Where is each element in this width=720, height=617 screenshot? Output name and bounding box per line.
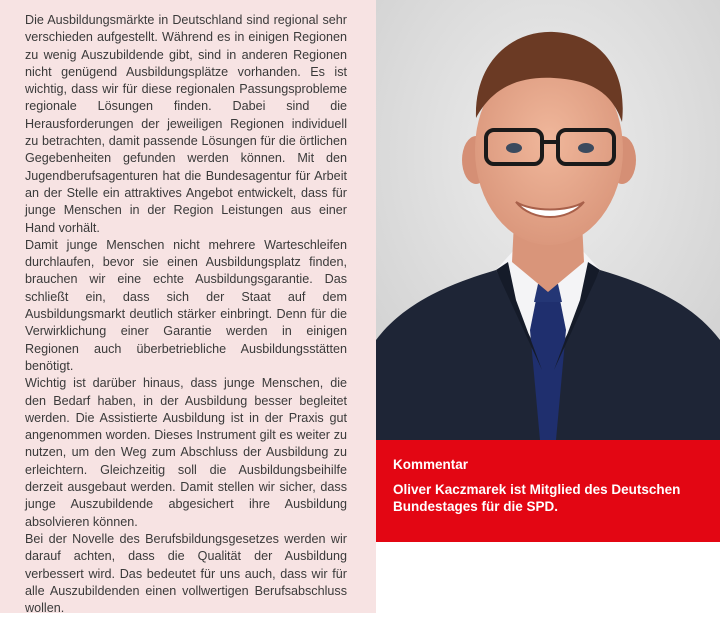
- author-portrait: [376, 0, 720, 440]
- article-body: [25, 12, 347, 617]
- article-paragraph: Damit junge Menschen nicht mehrere Warteschleifen durchlaufen, bevor sie einen Ausbildungsplatz finden, brauchen wir eine echte Ausbildungsgarantie. Das schließt ein, dass sich der Staat auf dem Ausbildungsmarkt deutlich stärker einbringt. Denn für die Verwirklichung einer Garantie werden in einigen Regionen auch überbetriebliche Ausbildungsstätten benötigt.: [25, 237, 347, 373]
- article-paragraph: Wichtig ist darüber hinaus, dass junge Menschen, die den Bedarf haben, in der Ausbildung besser begleitet werden. Die Assistierte Ausbildung ist in der Praxis gut angenommen worden. Dieses Instrument gilt es weiter zu nutzen, um den Weg zum Abschluss der Ausbildung zu erleichtern. Gleichzeitig soll die Ausbildungsbeihilfe derzeit ausgebaut werden. Damit stellen wir sicher, dass junge Auszubildende abgesichert ihre Ausbildung absolvieren können.: [25, 376, 347, 529]
- comment-label: Kommentar: [393, 457, 469, 472]
- comment-author-text: Oliver Kaczmarek ist Mitglied des Deutschen Bundestages für die SPD.: [393, 482, 681, 514]
- article-paragraph: Bei der Novelle des Berufsbildungsgesetzes werden wir darauf achten, dass die Qualität der Ausbildung verbessert wird. Das bedeutet für uns auch, dass wir für alle Auszubildenden einen vollwertigen Berufsabschluss wollen.: [25, 531, 347, 616]
- comment-box: [376, 440, 720, 542]
- article-paragraph: Die Ausbildungsmärkte in Deutschland sind regional sehr verschieden aufgestellt. Während es in einigen Regionen zu wenig Auszubildende gibt, sind in anderen Regionen nicht genügend Ausbildungsplätze vorhanden. Es ist wichtig, dass wir für diese regionalen Passungsprobleme regionale Lösungen finden. Dabei sind die Herausforderungen der jeweiligen Regionen individuell zu betrachten, damit passende Lösungen für die örtlichen Gegebenheiten gefunden werden können. Mit den Jugendberufsagenturen hat die Bundesagentur für Arbeit an der Stelle ein attraktives Angebot entwickelt, dass für junge Menschen in der Region Leistungen aus einer Hand vorhält.: [25, 13, 347, 235]
